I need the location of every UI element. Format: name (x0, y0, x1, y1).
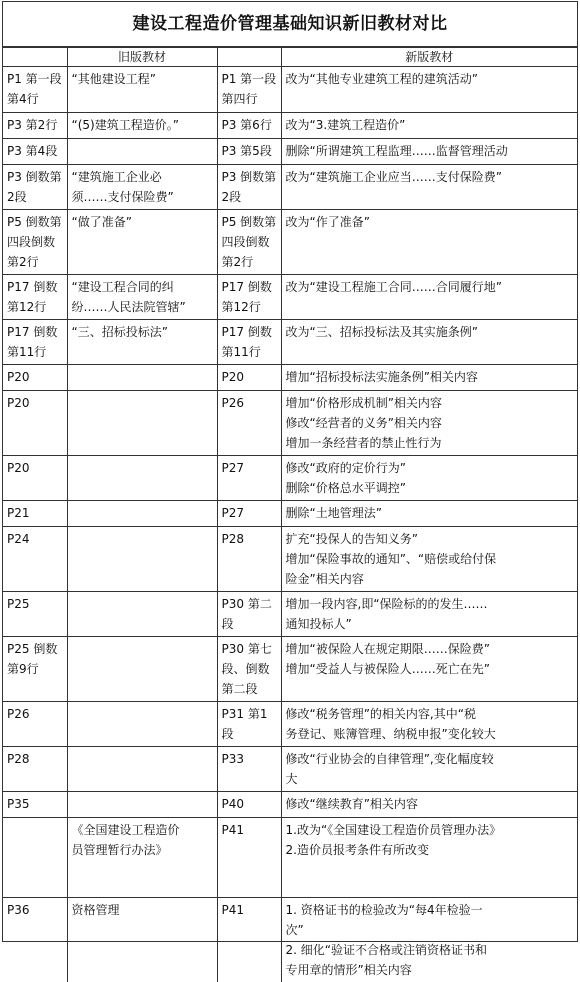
old-text-cell (67, 139, 217, 165)
new-text-cell: 增加一段内容,即“保险标的的发生…… 通知投标人” (281, 592, 577, 637)
new-page-cell: P27 (217, 501, 281, 527)
old-text-cell: “其他建设工程” (67, 67, 217, 113)
header-old: 旧版教材 (67, 48, 217, 67)
old-page-cell: P20 (3, 391, 67, 456)
table-row (3, 67, 577, 113)
old-text-cell (67, 792, 217, 818)
old-page-cell: P21 (3, 501, 67, 527)
new-text-cell: 修改“继续教育”相关内容 (281, 792, 577, 818)
new-text-cell: 扩充“投保人的告知义务” 增加“保险事故的通知”、“赔偿或给付保 险金”相关内容 (281, 527, 577, 592)
new-page-cell: P30 第二 段 (217, 592, 281, 637)
old-text-cell (67, 592, 217, 637)
old-page-cell: P25 (3, 592, 67, 637)
new-page-cell: P28 (217, 527, 281, 592)
header-new: 新版教材 (281, 48, 577, 67)
new-text-cell: 改为“作了准备” (281, 210, 577, 275)
new-page-cell: P17 倒数 第12行 (217, 275, 281, 320)
table-row (3, 391, 577, 456)
new-page-cell: P31 第1 段 (217, 702, 281, 747)
old-text-cell (67, 747, 217, 792)
old-page-cell: P1 第一段 第4行 (3, 67, 67, 113)
header-row (3, 48, 577, 67)
old-page-cell: P25 倒数 第9行 (3, 637, 67, 702)
new-page-cell: P41 (217, 898, 281, 982)
new-text-cell: 修改“政府的定价行为” 删除“价格总水平调控” (281, 456, 577, 501)
new-text-cell: 修改“税务管理”的相关内容,其中“税 务登记、账簿管理、纳税申报”变化较大 (281, 702, 577, 747)
new-text-cell: 1. 资格证书的检验改为“每4年检验一 次” 2. 细化“验证不合格或注销资格证书和 专用章的情形”相关内容 (281, 898, 577, 982)
new-page-cell: P30 第七 段、倒数 第二段 (217, 637, 281, 702)
old-page-cell: P17 倒数 第12行 (3, 275, 67, 320)
table-row (3, 165, 577, 210)
new-text-cell: 1.改为“《全国建设工程造价员管理办法》 2.造价员报考条件有所改变 (281, 818, 577, 898)
new-text-cell: 增加“价格形成机制”相关内容 修改“经营者的义务”相关内容 增加一条经营者的禁止性行为 (281, 391, 577, 456)
old-text-cell: 资格管理 (67, 898, 217, 982)
table-row (3, 456, 577, 501)
old-page-cell: P36 (3, 898, 67, 982)
old-page-cell: P5 倒数第 四段倒数 第2行 (3, 210, 67, 275)
old-page-cell: P20 (3, 365, 67, 391)
old-text-cell: 《全国建设工程造价 员管理暂行办法》 (67, 818, 217, 898)
table-row (3, 592, 577, 637)
new-page-cell: P20 (217, 365, 281, 391)
table-row (3, 113, 577, 139)
old-text-cell (67, 391, 217, 456)
old-text-cell (67, 501, 217, 527)
comparison-table (3, 47, 577, 982)
old-page-cell: P3 第2行 (3, 113, 67, 139)
new-text-cell: 改为“建设工程施工合同……合同履行地” (281, 275, 577, 320)
new-page-cell: P3 第6行 (217, 113, 281, 139)
table-row (3, 365, 577, 391)
table-row (3, 702, 577, 747)
old-text-cell (67, 365, 217, 391)
table-row (3, 792, 577, 818)
new-page-cell: P41 (217, 818, 281, 898)
new-text-cell: 增加“被保险人在规定期限……保险费” 增加“受益人与被保险人……死亡在先” (281, 637, 577, 702)
table-row (3, 139, 577, 165)
new-text-cell: 改为“其他专业建筑工程的建筑活动” (281, 67, 577, 113)
header-old-page (3, 48, 67, 67)
new-page-cell: P33 (217, 747, 281, 792)
new-page-cell: P3 倒数第 2段 (217, 165, 281, 210)
old-page-cell: P3 倒数第 2段 (3, 165, 67, 210)
new-page-cell: P17 倒数 第11行 (217, 320, 281, 365)
new-text-cell: 增加“招标投标法实施条例”相关内容 (281, 365, 577, 391)
table-row (3, 637, 577, 702)
new-text-cell: 修改“行业协会的自律管理”,变化幅度较 大 (281, 747, 577, 792)
old-page-cell: P35 (3, 792, 67, 818)
old-text-cell (67, 702, 217, 747)
table-row (3, 275, 577, 320)
new-page-cell: P5 倒数第 四段倒数 第2行 (217, 210, 281, 275)
new-page-cell: P26 (217, 391, 281, 456)
header-new-page (217, 48, 281, 67)
old-page-cell: P26 (3, 702, 67, 747)
old-text-cell (67, 456, 217, 501)
old-page-cell: P17 倒数 第11行 (3, 320, 67, 365)
table-row (3, 818, 577, 898)
old-text-cell: “做了准备” (67, 210, 217, 275)
old-text-cell (67, 637, 217, 702)
old-page-cell (3, 818, 67, 898)
table-row (3, 501, 577, 527)
old-page-cell: P20 (3, 456, 67, 501)
old-page-cell: P28 (3, 747, 67, 792)
table-row (3, 527, 577, 592)
old-text-cell: “建设工程合同的纠 纷……人民法院管辖” (67, 275, 217, 320)
new-text-cell: 改为“3.建筑工程造价” (281, 113, 577, 139)
document-title: 建设工程造价管理基础知识新旧教材对比 (3, 2, 577, 47)
table-row (3, 210, 577, 275)
new-page-cell: P3 第5段 (217, 139, 281, 165)
document-page (2, 1, 578, 942)
new-page-cell: P40 (217, 792, 281, 818)
old-page-cell: P24 (3, 527, 67, 592)
new-text-cell: 改为“建筑施工企业应当……支付保险费” (281, 165, 577, 210)
new-text-cell: 删除“所谓建筑工程监理……监督管理活动 (281, 139, 577, 165)
table-row (3, 747, 577, 792)
new-text-cell: 删除“土地管理法” (281, 501, 577, 527)
new-page-cell: P27 (217, 456, 281, 501)
old-text-cell (67, 527, 217, 592)
old-text-cell: “(5)建筑工程造价。” (67, 113, 217, 139)
new-text-cell: 改为“三、招标投标法及其实施条例” (281, 320, 577, 365)
new-page-cell: P1 第一段 第四行 (217, 67, 281, 113)
old-page-cell: P3 第4段 (3, 139, 67, 165)
table-row (3, 898, 577, 982)
old-text-cell: “三、招标投标法” (67, 320, 217, 365)
table-row (3, 320, 577, 365)
old-text-cell: “建筑施工企业必 须……支付保险费” (67, 165, 217, 210)
